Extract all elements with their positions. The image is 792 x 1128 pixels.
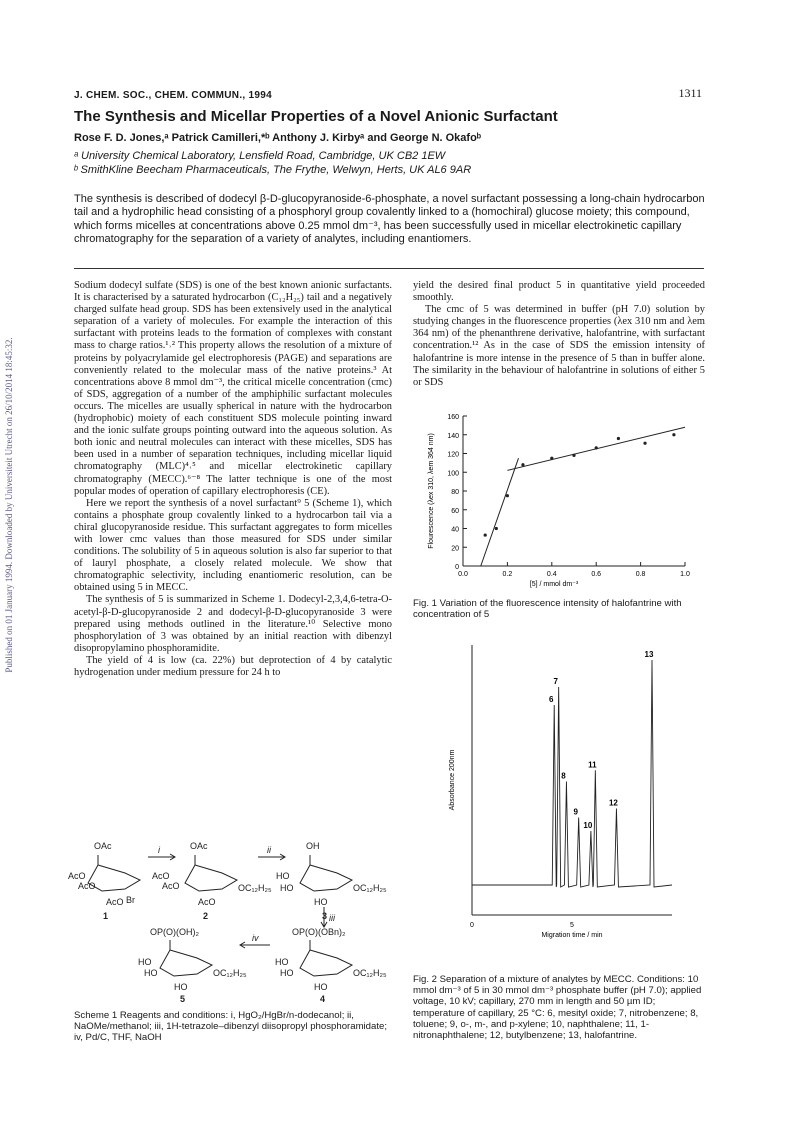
- fig2-chart: [430, 635, 705, 965]
- y-tick-label: 0: [455, 564, 459, 571]
- x-axis-label: Migration time / min: [541, 932, 603, 939]
- y-tick-label: 60: [451, 507, 459, 515]
- scheme-label: HO: [280, 968, 294, 978]
- author-list: Rose F. D. Jones,ᵃ Patrick Camilleri,*ᵇ Anthony J. Kirbyᵃ and George N. Okafoᵇ: [74, 132, 482, 144]
- x-tick-label: 0.2: [502, 571, 513, 578]
- peak-label: 8: [561, 771, 566, 781]
- article-title: The Synthesis and Micellar Properties of a Novel Anionic Surfactant: [74, 108, 558, 125]
- right-column: [413, 280, 705, 389]
- scheme-label: HO: [138, 957, 152, 967]
- y-tick-label: 40: [451, 526, 459, 534]
- scheme-1-caption: Scheme 1 Reagents and conditions: i, HgO₂/HgBr/n-dodecanol; ii, NaOMe/methanol; iii, 1H-tetrazole–dibenzyl diisopropyl phosphoramidate; iv, Pd/C, THF, NaOH: [74, 1010, 388, 1044]
- scheme-label: HO: [275, 957, 289, 967]
- data-point: [595, 446, 598, 449]
- paragraph: The synthesis of 5 is summarized in Scheme 1. Dodecyl-2,3,4,6-tetra-O-acetyl-β-D-glucopyranoside 2 and dodecyl-β-D-glucopyranoside 3 were prepared using methods outlined in the literature.¹⁰ Selective mono phosphorylation of 3 was obtained by an initial reaction with dibenzyl disopropylamino phosphoramidite.: [74, 594, 392, 654]
- x-tick-label: 5: [570, 922, 574, 929]
- scheme-label: OC₁₂H₂₅: [353, 968, 387, 978]
- y-axis-label: Flourescence (λex 310, λem 364 nm): [428, 433, 435, 549]
- peak-label: 12: [608, 798, 618, 808]
- peak-label: 13: [644, 650, 654, 659]
- scheme-label: HO: [144, 968, 158, 978]
- reagent-label: iv: [252, 933, 259, 943]
- y-tick-label: 160: [447, 414, 459, 421]
- paragraph: The cmc of 5 was determined in buffer (pH 7.0) solution by studying changes in the fluorescence properties (λex 310 nm and λem 364 nm) of the phenanthrene derivative, halofantrine, with surfactant concentration.¹² As in the case of SDS the emission intensity of halofantrine is more intense in the presence of 5 than in buffer alone. The similarity in the behaviour of halofantrine in solutions of either 5 or SDS: [413, 304, 705, 388]
- paragraph: Sodium dodecyl sulfate (SDS) is one of the best known anionic surfactants. It is characterised by a saturated hydrocarbon (C₁₂H₂₅) tail and a negatively charged sulfate head group. SDS has been extensively used in the analytical separation of a variety of molecules. For example the interaction of this surfactant with proteins leads to the formation of complexes with constant mass to charge ratios.¹˒² This property allows the resolution of a mixture of proteins by polyacrylamide gel electrophoresis (PAGE) and separations are conveniently related to the molecular mass of the native proteins.³ At concentrations above 8 mmol dm⁻³, the critical micelle concentration (cmc) of SDS, aggregation of a number of the amphiphilic surfactant molecules occurs. The micelles are usually spherical in nature with the hydrocarbon (hydrophobic) moiety of each constituent SDS molecule pointing inward and the ionic sulfate groups pointing outward into the aqueous solution. As both ionic and neutral molecules can interact with these micelles, SDS has been used in a number of separation techniques, including micellar liquid chromatography (MLC)⁴˒⁵ and micellar electrokinetic capillary chromatography (MECC).⁶⁻⁸ The latter technique is one of the most popular modes of operation of capillary electrophoresis (CE).: [74, 280, 392, 497]
- data-point: [672, 433, 675, 436]
- affiliation-b: ᵇ SmithKline Beecham Pharmaceuticals, The Frythe, Welwyn, Herts, UK AL6 9AR: [74, 164, 472, 176]
- scheme-label: OC₁₂H₂₅: [213, 968, 247, 978]
- scheme-label: AcO: [78, 881, 96, 891]
- x-tick-label: 1.0: [680, 571, 690, 578]
- x-tick-label: 0.4: [546, 571, 557, 578]
- compound-number: 4: [320, 994, 326, 1004]
- peak-label: 10: [583, 821, 593, 830]
- data-point: [572, 454, 575, 457]
- compound-number: 3: [322, 911, 328, 921]
- scheme-label: AcO: [152, 871, 170, 881]
- scheme-label: OH: [306, 841, 320, 851]
- x-tick-label: 0: [470, 922, 474, 929]
- data-point: [495, 527, 498, 530]
- compound-number: 1: [103, 911, 109, 921]
- page-number: 1311: [678, 86, 702, 100]
- peak-label: 7: [553, 677, 558, 686]
- fig1-caption: Fig. 1 Variation of the fluorescence intensity of halofantrine with concentration of 5: [413, 598, 682, 621]
- abstract: The synthesis is described of dodecyl β-D-glucopyranoside-6-phosphate, a novel surfactant possessing a long-chain hydrocarbon tail and a hydrophilic head consisting of a phosphoryl group covalently linked to a (homochiral) glucose moiety; this compound, which forms micelles at concentrations above 0.25 mmol dm⁻³, has been successfully used in micellar electrokinetic capillary chromatography for the separation of a variety of analytes, including enantiomers.: [74, 193, 705, 246]
- scheme-label: HO: [174, 982, 188, 992]
- paragraph: Here we report the synthesis of a novel surfactant⁹ 5 (Scheme 1), which contains a phosphate group covalently linked to a hydrocarbon tail via a chiral glucopyranoside residue. This surfactant aggregates to form micelles with lower cmc values than those measured for SDS under similar conditions. The solubility of 5 in aqueous solution is also far superior to that of lauryl phosphate, a closely related molecule. We show that chromatographic selectivity, including enantiomeric resolution, can be obtained using 5 in MECC.: [74, 497, 392, 594]
- fig2-caption: Fig. 2 Separation of a mixture of analytes by MECC. Conditions: 10 mmol dm⁻³ of 5 in 30 mmol dm⁻³ phosphate buffer (pH 7.0); applied voltage, 10 kV; capillary, 270 mm in length and 50 µm ID; temperature of capillary, 25 °C: 6, mesityl oxide; 7, nitrobenzene; 8, toluene; 9, o-, m-, and p-xylene; 10, naphthalene; 11, 1-nitronaphthalene; 12, butylbenzene; 13, halofantrine.: [413, 974, 702, 1042]
- left-column: [74, 280, 392, 679]
- y-tick-label: 120: [447, 451, 459, 459]
- scheme-label: OAc: [190, 841, 208, 851]
- reagent-label: iii: [329, 913, 335, 923]
- reagent-label: ii: [267, 845, 271, 855]
- scheme-label: OC₁₂H₂₅: [353, 883, 387, 893]
- scheme-label: OC₁₂H₂₅: [238, 883, 272, 893]
- paragraph: The yield of 4 is low (ca. 22%) but deprotection of 4 by catalytic hydrogenation under medium pressure for 24 h to: [74, 654, 392, 678]
- y-tick-label: 100: [447, 470, 459, 478]
- divider: [74, 268, 704, 269]
- y-tick-label: 20: [451, 545, 459, 553]
- scheme-label: OP(O)(OH)₂: [150, 927, 199, 937]
- x-axis-label: [5] / mmol dm⁻³: [529, 581, 579, 588]
- scheme-label: AcO: [68, 871, 86, 881]
- y-tick-label: 80: [451, 489, 459, 496]
- scheme-label: Br: [126, 895, 135, 905]
- compound-number: 5: [180, 994, 186, 1004]
- download-sidebar: Published on 01 January 1994. Downloaded by Universiteit Utrecht on 26/10/2014 18:45:32.: [4, 337, 14, 673]
- paragraph: yield the desired final product 5 in quantitative yield proceeded smoothly.: [413, 280, 705, 304]
- journal-header: J. CHEM. SOC., CHEM. COMMUN., 1994: [74, 90, 273, 101]
- scheme-1-diagram: [70, 835, 400, 1005]
- y-axis-label: Absorbance 200nm: [449, 749, 456, 811]
- peak-label: 11: [588, 760, 597, 770]
- peak-label: 9: [573, 807, 578, 817]
- peak-label: 6: [548, 695, 554, 704]
- data-point: [617, 437, 620, 440]
- scheme-label: OAc: [94, 841, 112, 851]
- scheme-label: AcO: [198, 897, 216, 907]
- affiliation-a: ᵃ University Chemical Laboratory, Lensfield Road, Cambridge, UK CB2 1EW: [74, 150, 446, 162]
- chromatogram-trace: [472, 660, 672, 887]
- compound-number: 2: [203, 911, 209, 921]
- x-tick-label: 0.6: [591, 571, 602, 578]
- scheme-label: HO: [276, 871, 290, 881]
- scheme-label: OP(O)(OBn)₂: [292, 927, 346, 937]
- scheme-label: AcO: [106, 897, 124, 907]
- fig1-chart: [415, 408, 705, 593]
- data-point: [550, 457, 553, 460]
- reagent-label: i: [158, 845, 160, 855]
- x-tick-label: 0.8: [635, 571, 646, 578]
- y-tick-label: 140: [447, 432, 459, 440]
- data-point: [506, 494, 509, 497]
- data-point: [521, 463, 524, 466]
- scheme-label: HO: [314, 897, 328, 907]
- scheme-label: HO: [280, 883, 294, 893]
- data-point: [484, 533, 487, 536]
- data-point: [643, 442, 646, 445]
- scheme-label: AcO: [162, 881, 180, 891]
- scheme-label: HO: [314, 982, 328, 992]
- fit-line: [481, 458, 519, 566]
- x-tick-label: 0.0: [458, 571, 468, 578]
